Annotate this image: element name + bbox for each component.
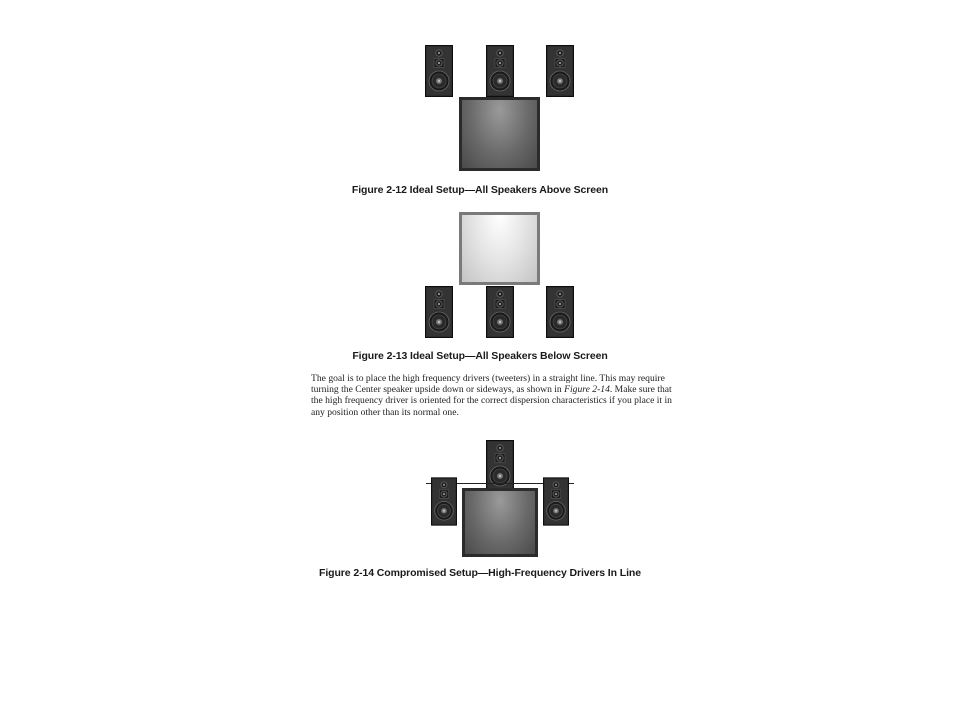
speaker-center bbox=[486, 440, 514, 492]
figure-caption: Figure 2-13 Ideal Setup—All Speakers Below Screen bbox=[352, 350, 608, 362]
speaker-left bbox=[425, 45, 453, 97]
speaker-right bbox=[546, 45, 574, 97]
screen bbox=[459, 212, 540, 285]
figure-caption: Figure 2-14 Compromised Setup—High-Frequency Drivers In Line bbox=[319, 567, 641, 579]
screen bbox=[459, 97, 540, 171]
figure-caption: Figure 2-12 Ideal Setup—All Speakers Above Screen bbox=[351, 184, 609, 196]
body-paragraph bbox=[311, 373, 681, 418]
speaker-right bbox=[543, 477, 569, 526]
paragraph-text-after: . Make sure that the high frequency driver is oriented for the correct dispersion characteristics if you place it in any position other than its normal one. bbox=[311, 384, 672, 418]
speaker-center bbox=[486, 286, 514, 338]
paragraph-text-before: The goal is to place the high frequency drivers (tweeters) in a straight line. This may require turning the Center speaker upside down or sideways, as shown in bbox=[311, 373, 665, 396]
speaker-left bbox=[431, 477, 457, 526]
speaker-right bbox=[546, 286, 574, 338]
speaker-left bbox=[425, 286, 453, 338]
speaker-center bbox=[486, 45, 514, 97]
screen bbox=[462, 488, 538, 557]
figure-reference: Figure 2-14 bbox=[564, 384, 610, 396]
